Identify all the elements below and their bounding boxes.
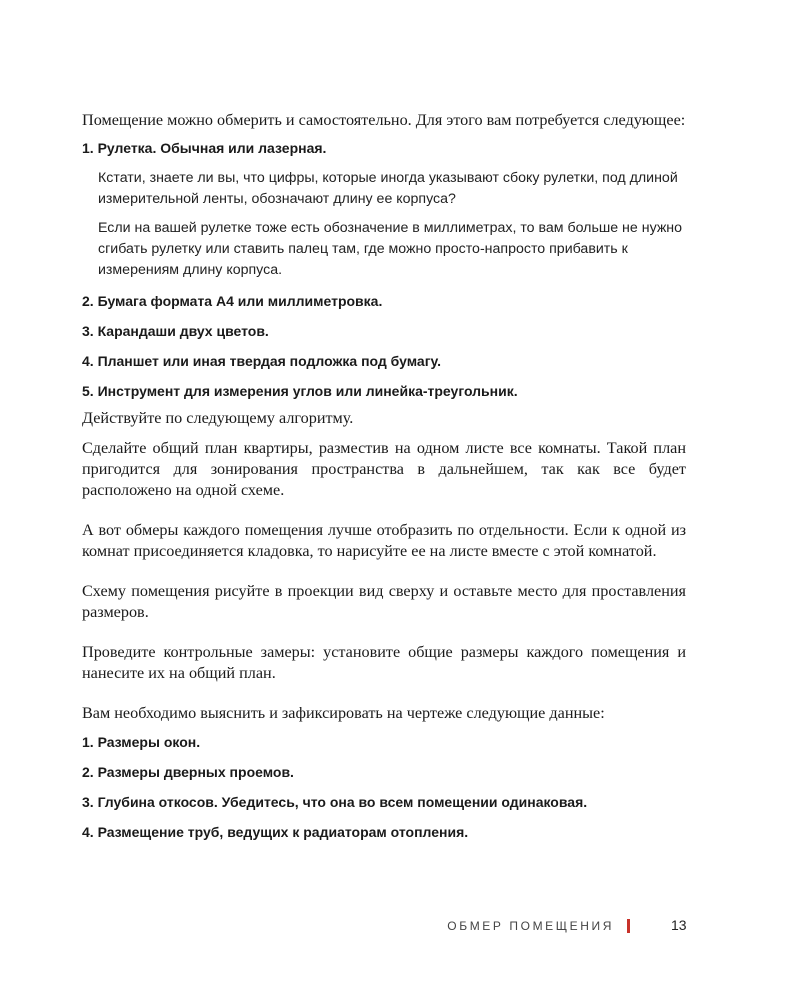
data-item-4: 4. Размещение труб, ведущих к радиаторам отопления. [82,824,469,840]
paragraph-algorithm: Действуйте по следующему алгоритму. [82,409,354,427]
data-item-1: 1. Размеры окон. [82,734,201,750]
tool-note-1: Кстати, знаете ли вы, что цифры, которые иногда указывают сбоку рулетки, под длиной измерительной ленты, обозначают длину ее корпуса? [98,170,678,207]
page-number: 13 [671,917,687,933]
paragraph-top-view: Схему помещения рисуйте в проекции вид сверху и оставьте место для проставления размеров. [82,582,686,621]
intro-paragraph: Помещение можно обмерить и самостоятельно. Для этого вам потребуется следующее: [82,111,686,129]
tool-item-4: 4. Планшет или иная твердая подложка под бумагу. [82,353,441,369]
paragraph-separate-rooms: А вот обмеры каждого помещения лучше отобразить по отдельности. Если к одной из комнат присоединяется кладовка, то нарисуйте ее на листе вместе с этой комнатой. [82,521,686,560]
paragraph-required-data: Вам необходимо выяснить и зафиксировать на чертеже следующие данные: [82,704,605,722]
page-footer [0,917,800,937]
tool-item-5: 5. Инструмент для измерения углов или линейка-треугольник. [82,383,518,399]
paragraph-general-plan: Сделайте общий план квартиры, разместив на одном листе все комнаты. Такой план пригодится для зонирования пространства в дальнейшем, так как все будет расположено на одной схеме. [82,439,686,499]
data-item-3: 3. Глубина откосов. Убедитесь, что она во всем помещении одинаковая. [82,794,588,810]
footer-accent-bar [627,919,630,933]
data-item-2: 2. Размеры дверных проемов. [82,764,294,780]
tool-note-2: Если на вашей рулетке тоже есть обозначение в миллиметрах, то вам больше не нужно сгибать рулетку или ставить палец там, где можно просто-напросто прибавить к измерениям длину корпуса. [98,220,683,278]
tool-item-2: 2. Бумага формата А4 или миллиметровка. [82,293,383,309]
tool-item-3: 3. Карандаши двух цветов. [82,323,269,339]
tool-item-1: 1. Рулетка. Обычная или лазерная. [82,140,327,156]
page-content [82,110,686,841]
footer-section-title: ОБМЕР ПОМЕЩЕНИЯ [447,919,614,933]
paragraph-control-measurements: Проведите контрольные замеры: установите общие размеры каждого помещения и нанесите их на общий план. [82,643,686,682]
